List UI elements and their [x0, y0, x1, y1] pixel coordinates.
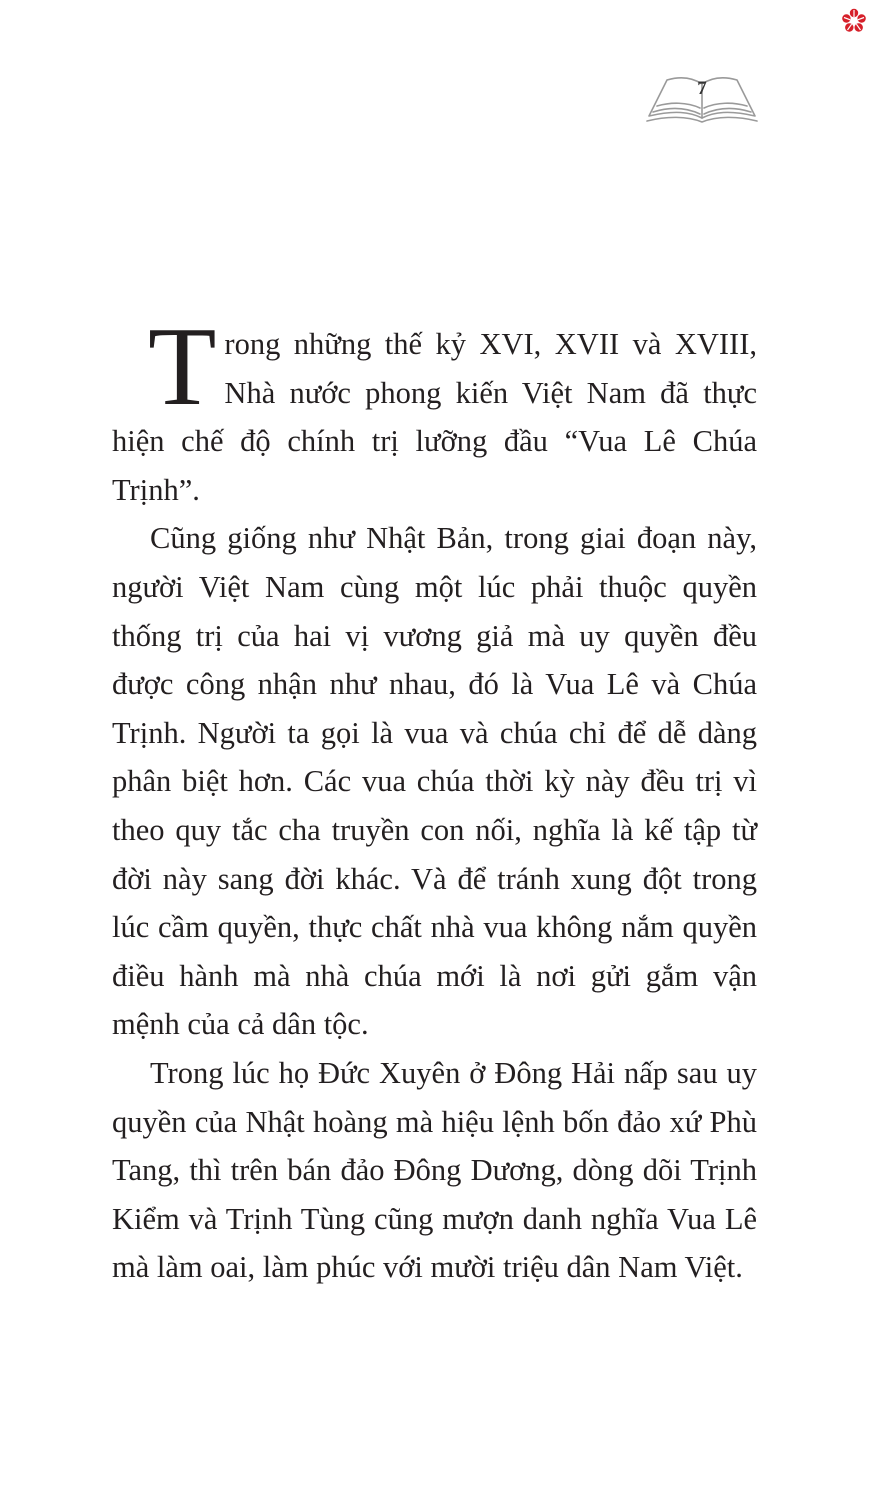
paragraph-1	[112, 305, 757, 514]
red-flower-icon	[841, 8, 867, 34]
paragraph-2: Cũng giống như Nhật Bản, trong giai đoạn này, người Việt Nam cùng một lúc phải thuộc quyền thống trị của hai vị vương giả mà uy quyền đều được công nhận như nhau, đó là Vua Lê và Chúa Trịnh. Người ta gọi là vua và chúa chỉ để dễ dàng phân biệt hơn. Các vua chúa thời kỳ này đều trị vì theo quy tắc cha truyền con nối, nghĩa là kế tập từ đời này sang đời khác. Và để tránh xung đột trong lúc cầm quyền, thực chất nhà vua không nắm quyền điều hành mà nhà chúa mới là nơi gửi gắm vận mệnh của cả dân tộc.	[112, 521, 757, 1042]
paragraph-3: Trong lúc họ Đức Xuyên ở Đông Hải nấp sau uy quyền của Nhật hoàng mà hiệu lệnh bốn đảo xứ Phù Tang, thì trên bán đảo Đông Dương, dòng dõi Trịnh Kiểm và Trịnh Tùng cũng mượn danh nghĩa Vua Lê mà làm oai, làm phúc với mười triệu dân Nam Việt.	[112, 1055, 757, 1285]
paragraph-1-text: rong những thế kỷ XVI, XVII và XVIII, Nhà nước phong kiến Việt Nam đã thực hiện chế độ chính trị lưỡng đầu “Vua Lê Chúa Trịnh”.	[112, 327, 757, 507]
body-text	[112, 305, 757, 1292]
drop-cap: T	[148, 305, 217, 429]
page-number: 7	[697, 78, 707, 99]
